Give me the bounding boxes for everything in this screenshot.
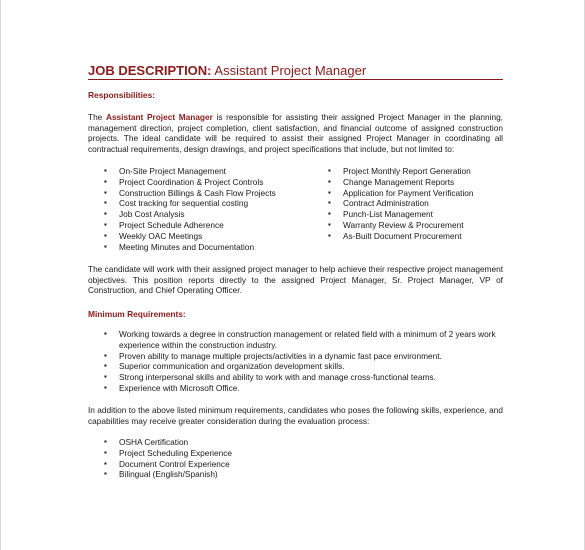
requirement-item: ▪ Proven ability to manage multiple projects/activities in a dynamic fast pace environment. <box>104 351 504 362</box>
intro-role: Assistant Project Manager <box>105 112 213 122</box>
preferred-skills-list <box>104 437 232 480</box>
duty-item: ▪ Project Schedule Adherence <box>104 220 276 231</box>
requirement-item: ▪ Working towards a degree in construction management or related field with a minimum of 2 years work experience within the construction industry. <box>104 329 504 351</box>
intro-rest: is responsible for assisting their assigned Project Manager in the planning, management direction, project completion, client satisfaction, and financial outcome of assigned construction projects. The ideal candidate will be required to assist their assigned Project Manager in coordinating all contractual requirements, design drawings, and project specifications that include, but not limited to: <box>88 112 503 154</box>
duties-list-right <box>328 166 474 242</box>
responsibilities-heading: Responsibilities: <box>88 90 156 100</box>
requirement-item: ▪ Experience with Microsoft Office. <box>104 383 504 394</box>
duty-item: ▪ Weekly OAC Meetings <box>104 231 276 242</box>
duty-item: ▪ On-Site Project Management <box>104 166 276 177</box>
reporting-paragraph: The candidate will work with their assigned project manager to help achieve their respective project management objectives. This position reports directly to the assigned Project Manager, Sr. Project Manager, VP of Construction, and Chief Operating Officer. <box>88 264 503 296</box>
duty-item: ▪ Job Cost Analysis <box>104 209 276 220</box>
duty-item: ▪ Cost tracking for sequential costing <box>104 198 276 209</box>
duty-item: ▪ Project Coordination & Project Controls <box>104 177 276 188</box>
additional-paragraph: In addition to the above listed minimum requirements, candidates who poses the following skills, experience, and capabilities may receive greater consideration during the evaluation process: <box>88 405 503 426</box>
duty-item: ▪ Meeting Minutes and Documentation <box>104 242 276 253</box>
duty-item: ▪ Change Management Reports <box>328 177 474 188</box>
duties-list-left <box>104 166 276 252</box>
minimum-requirements-heading: Minimum Requirements: <box>88 309 186 319</box>
minimum-requirements-list <box>104 329 504 394</box>
requirement-item: ▪ Superior communication and organization development skills. <box>104 361 504 372</box>
preferred-skill-item: ▪ OSHA Certification <box>104 437 232 448</box>
title-role: Assistant Project Manager <box>214 63 367 78</box>
preferred-skill-item: ▪ Document Control Experience <box>104 459 232 470</box>
preferred-skill-item: ▪ Project Scheduling Experience <box>104 448 232 459</box>
duty-item: ▪ Warranty Review & Procurement <box>328 220 474 231</box>
duty-item: ▪ Contract Administration <box>328 198 474 209</box>
title-lead: JOB DESCRIPTION: <box>88 63 212 78</box>
duty-item: ▪ Punch-List Management <box>328 209 474 220</box>
duty-item: ▪ Construction Billings & Cash Flow Projects <box>104 188 276 199</box>
duty-item: ▪ Application for Payment Verification <box>328 188 474 199</box>
document-title <box>88 63 366 78</box>
title-underline <box>88 79 503 80</box>
duty-item: ▪ As-Built Document Procurement <box>328 231 474 242</box>
intro-paragraph <box>88 112 503 154</box>
duty-item: ▪ Project Monthly Report Generation <box>328 166 474 177</box>
intro-prefix: The <box>88 112 103 122</box>
preferred-skill-item: ▪ Bilingual (English/Spanish) <box>104 469 232 480</box>
requirement-item: ▪ Strong interpersonal skills and ability to work with and manage cross-functional teams. <box>104 372 504 383</box>
